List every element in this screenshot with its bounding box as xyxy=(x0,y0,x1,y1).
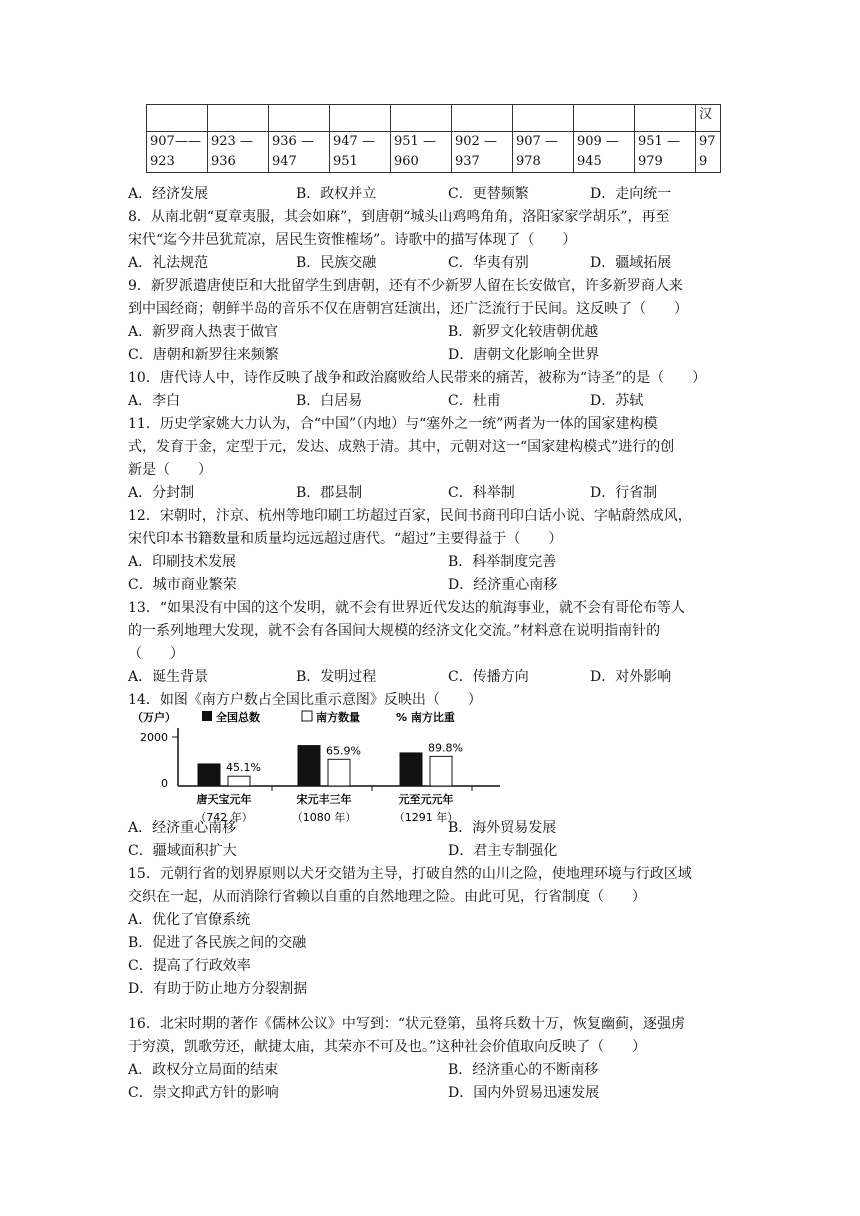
question-text: 11．历史学家姚大力认为，合“中国”（内地）与“塞外之一统”两者为一体的国家建构模 xyxy=(128,416,658,432)
option[interactable]: D．经济重心南移 xyxy=(448,577,558,593)
question-text: 到中国经商；朝鲜半岛的音乐不仅在唐朝宫廷演出，还广泛流行于民间。这反映了（ ） xyxy=(128,301,688,317)
option[interactable]: A．政权分立局面的结束 xyxy=(128,1062,279,1078)
table-cell xyxy=(574,105,635,132)
option[interactable]: B．新罗文化较唐朝优越 xyxy=(448,324,599,340)
option[interactable]: C．传播方向 xyxy=(448,669,529,685)
table-row xyxy=(147,132,721,173)
option[interactable]: C．华夷有别 xyxy=(448,255,529,271)
question-text: 宋代印本书籍数量和质量均远远超过唐代。“超过”主要得益于（ ） xyxy=(128,531,563,547)
table-cell xyxy=(330,105,391,132)
y-tick-label: 0 xyxy=(161,777,168,790)
table-cell xyxy=(269,105,330,132)
question-text: 8．从南北朝“夏章夷服，其会如麻”，到唐朝“城头山鸡鸣角角，洛阳家家学胡乐”，再至 xyxy=(128,209,670,225)
legend-label: 南方数量 xyxy=(316,711,360,724)
question-text: 15．元朝行省的划界原则以犬牙交错为主导，打破自然的山川之险，使地理环境与行政区域 xyxy=(128,866,692,882)
question-text: 宋代“迄今井邑犹荒凉，居民生资惟榷场”。诗歌中的描写体现了（ ） xyxy=(128,232,577,248)
option[interactable]: D．疆域拓展 xyxy=(590,255,672,271)
legend-label: % 南方比重 xyxy=(396,711,455,724)
percent-label: 45.1% xyxy=(226,761,261,775)
option[interactable]: D．君主专制强化 xyxy=(448,843,558,859)
x-tick-label: 唐天宝元年 xyxy=(196,793,252,806)
table-cell: 947 — 951 xyxy=(330,132,391,173)
table-cell xyxy=(513,105,574,132)
question-text: 16．北宋时期的著作《儒林公议》中写到：“状元登第，虽将兵数十万，恢复幽蓟，逐强虏 xyxy=(128,1016,685,1032)
option[interactable]: A．优化了官僚系统 xyxy=(128,912,251,928)
x-tick-year: （1291 年） xyxy=(393,811,459,824)
table-cell xyxy=(391,105,452,132)
option[interactable]: C．科举制 xyxy=(448,485,515,501)
table-cell xyxy=(452,105,513,132)
option[interactable]: B．经济重心的不断南移 xyxy=(448,1062,599,1078)
question-text: 的一系列地理大发现，就不会有各国间大规模的经济文化交流。”材料意在说明指南针的 xyxy=(128,623,661,639)
option[interactable]: C．杜甫 xyxy=(448,393,501,409)
option[interactable]: B．发明过程 xyxy=(296,669,377,685)
table-cell xyxy=(635,105,696,132)
question-text: 交织在一起，从而消除行省赖以自重的自然地理之险。由此可见，行省制度（ ） xyxy=(128,889,646,905)
bar xyxy=(228,776,250,786)
option[interactable]: B．海外贸易发展 xyxy=(448,820,557,836)
x-tick-label: 元至元元年 xyxy=(398,793,454,806)
question-text: 13．“如果没有中国的这个发明，就不会有世界近代发达的航海事业，就不会有哥伦布等人 xyxy=(128,600,685,616)
table-cell: 923 — 936 xyxy=(208,132,269,173)
option[interactable]: B．科举制度完善 xyxy=(448,554,557,570)
household-chart xyxy=(132,706,512,828)
percent-label: 89.8% xyxy=(428,741,463,755)
option[interactable]: C．更替频繁 xyxy=(448,186,529,202)
table-cell: 951 — 979 xyxy=(635,132,696,173)
option[interactable]: C．唐朝和新罗往来频繁 xyxy=(128,347,279,363)
option[interactable]: D．行省制 xyxy=(590,485,658,501)
option[interactable]: B．郡县制 xyxy=(296,485,363,501)
table-cell: 909 — 945 xyxy=(574,132,635,173)
legend-label: 全国总数 xyxy=(216,711,260,724)
option[interactable]: B．政权并立 xyxy=(296,186,377,202)
bar xyxy=(298,746,320,786)
bar xyxy=(328,759,350,786)
x-tick-year: （742 年） xyxy=(195,811,253,824)
legend-swatch-south xyxy=(302,711,312,721)
table-cell: 936 — 947 xyxy=(269,132,330,173)
question-text: 14．如图《南方户数占全国比重示意图》反映出（ ） xyxy=(128,692,482,708)
bar xyxy=(198,764,220,786)
option[interactable]: C．城市商业繁荣 xyxy=(128,577,237,593)
question-text: 于穷漠，凯歌劳还，献捷太庙，其荣亦不可及也。”这种社会价值取向反映了（ ） xyxy=(128,1039,647,1055)
question-text: 10．唐代诗人中，诗作反映了战争和政治腐败给人民带来的痛苦，被称为“诗圣”的是（ ） xyxy=(128,370,707,386)
option[interactable]: C．疆域面积扩大 xyxy=(128,843,237,859)
option[interactable]: D．对外影响 xyxy=(590,669,672,685)
question-text: 式，发育于金，定型于元，发达、成熟于清。其中，元朝对这一“国家建构模式”进行的创 xyxy=(128,439,675,455)
option[interactable]: B．促进了各民族之间的交融 xyxy=(128,935,307,951)
option[interactable]: A．新罗商人热衷于做官 xyxy=(128,324,279,340)
question-text: 新是（ ） xyxy=(128,462,212,478)
option[interactable]: D．走向统一 xyxy=(590,186,672,202)
unit-label: （万户） xyxy=(132,711,176,724)
bar xyxy=(430,756,452,786)
option[interactable]: B．白居易 xyxy=(296,393,363,409)
option[interactable]: D．国内外贸易迅速发展 xyxy=(448,1085,600,1101)
table-cell: 951 — 960 xyxy=(391,132,452,173)
table-row xyxy=(147,105,721,132)
option[interactable]: D．唐朝文化影响全世界 xyxy=(448,347,600,363)
question-text: （ ） xyxy=(128,646,184,662)
option[interactable]: C．崇文抑武方针的影响 xyxy=(128,1085,279,1101)
option[interactable]: A．李白 xyxy=(128,393,181,409)
option[interactable]: B．民族交融 xyxy=(296,255,377,271)
option[interactable]: A．经济发展 xyxy=(128,186,209,202)
x-tick-year: （1080 年） xyxy=(291,811,357,824)
option[interactable]: D．苏轼 xyxy=(590,393,644,409)
option[interactable]: A．印刷技术发展 xyxy=(128,554,237,570)
percent-label: 65.9% xyxy=(326,744,361,758)
y-tick-label: 2000 xyxy=(140,731,168,744)
option[interactable]: A．礼法规范 xyxy=(128,255,209,271)
bar xyxy=(400,753,422,786)
period-table xyxy=(146,104,721,173)
table-cell xyxy=(147,105,208,132)
option[interactable]: D．有助于防止地方分裂割据 xyxy=(128,981,308,997)
question-text: 12．宋朝时，汴京、杭州等地印刷工坊超过百家，民间书商刊印白话小说、字帖蔚然成风， xyxy=(128,508,692,524)
option[interactable]: A．诞生背景 xyxy=(128,669,209,685)
table-cell xyxy=(208,105,269,132)
table-cell: 汉 xyxy=(696,105,721,132)
option[interactable]: A．分封制 xyxy=(128,485,195,501)
legend-swatch-total xyxy=(202,711,212,721)
question-text: 9．新罗派遣唐使臣和大批留学生到唐朝，还有不少新罗人留在长安做官，许多新罗商人来 xyxy=(128,278,683,294)
option[interactable]: C．提高了行政效率 xyxy=(128,958,251,974)
table-cell: 97 9 xyxy=(696,132,721,173)
table-cell: 907 — 978 xyxy=(513,132,574,173)
table-cell: 902 — 937 xyxy=(452,132,513,173)
table-cell: 907—— 923 xyxy=(147,132,208,173)
x-tick-label: 宋元丰三年 xyxy=(296,793,352,806)
option[interactable]: A．经济重心南移 xyxy=(128,820,237,836)
